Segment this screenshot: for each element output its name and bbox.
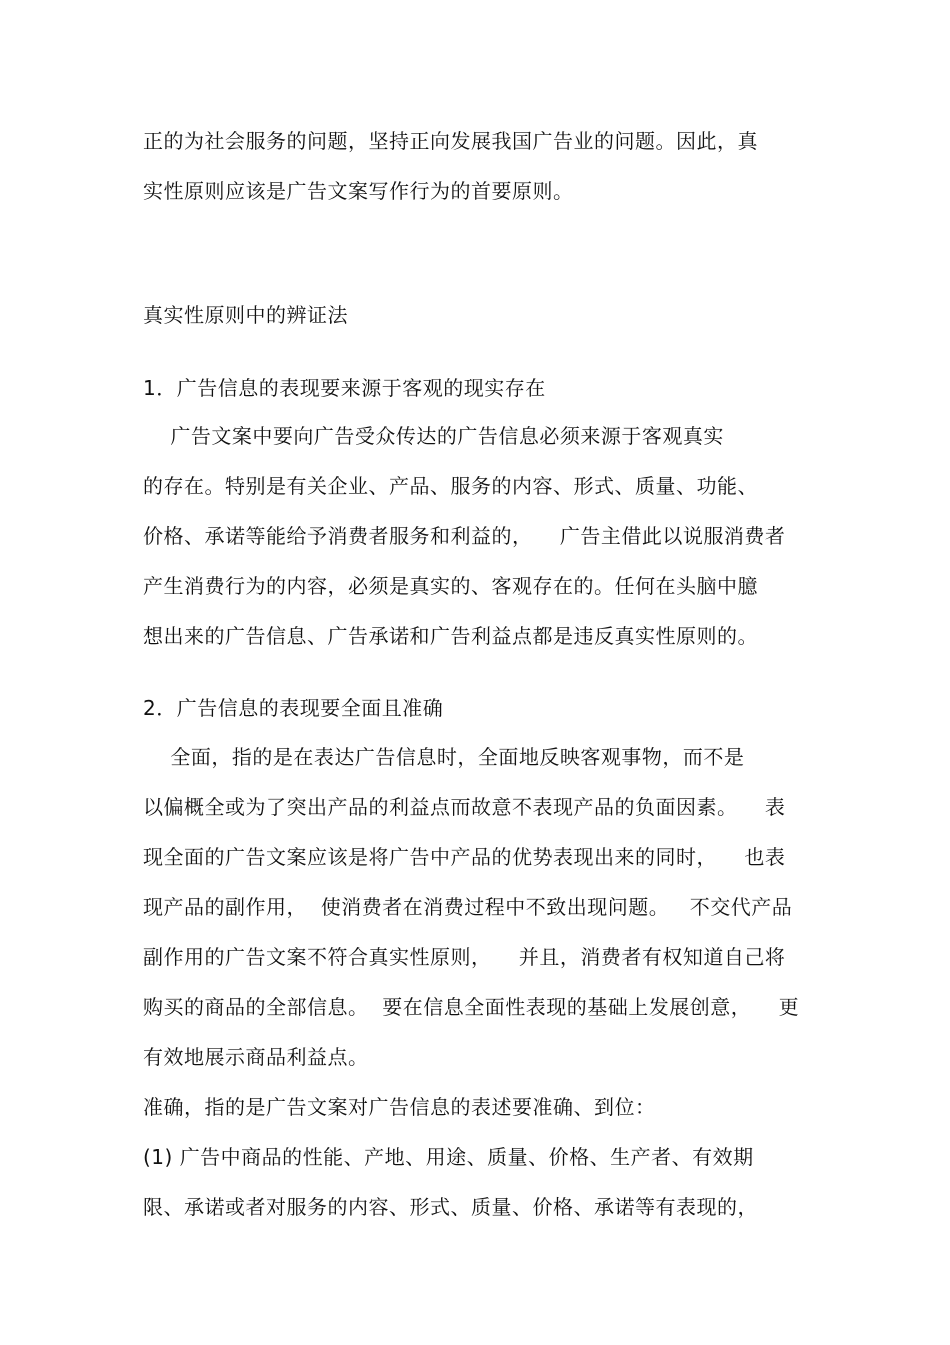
paragraph-line: 广告文案中要向广告受众传达的广告信息必须来源于客观真实 — [143, 424, 724, 448]
paragraph-line: 产生消费行为的内容，必须是真实的、客观存在的。任何在头脑中臆 — [143, 574, 758, 598]
subsection-heading: 2．广告信息的表现要全面且准确 — [143, 696, 444, 720]
paragraph-line: 现产品的副作用， 使消费者在消费过程中不致出现问题。 不交代产品 — [143, 895, 793, 919]
paragraph-line: 的存在。特别是有关企业、产品、服务的内容、形式、质量、功能、 — [143, 474, 758, 498]
paragraph-line: 购买的商品的全部信息。 要在信息全面性表现的基础上发展创意， 更 — [143, 995, 800, 1019]
list-item-line: (1) 广告中商品的性能、产地、用途、质量、价格、生产者、有效期 — [143, 1145, 754, 1169]
paragraph-line: 准确，指的是广告文案对广告信息的表述要准确、到位： — [143, 1095, 656, 1119]
paragraph-line: 实性原则应该是广告文案写作行为的首要原则。 — [143, 179, 574, 203]
paragraph-line: 副作用的广告文案不符合真实性原则， 并且，消费者有权知道自己将 — [143, 945, 786, 969]
subsection-heading: 1．广告信息的表现要来源于客观的现实存在 — [143, 376, 546, 400]
paragraph-line: 正的为社会服务的问题，坚持正向发展我国广告业的问题。因此，真 — [143, 129, 758, 153]
paragraph-line: 以偏概全或为了突出产品的利益点而故意不表现产品的负面因素。 表 — [143, 795, 786, 819]
paragraph-line: 有效地展示商品利益点。 — [143, 1045, 369, 1069]
section-heading: 真实性原则中的辨证法 — [143, 303, 348, 327]
paragraph-line: 想出来的广告信息、广告承诺和广告利益点都是违反真实性原则的。 — [143, 624, 758, 648]
paragraph-line: 现全面的广告文案应该是将广告中产品的优势表现出来的同时， 也表 — [143, 845, 786, 869]
list-item-line: 限、承诺或者对服务的内容、形式、质量、价格、承诺等有表现的， — [143, 1195, 758, 1219]
paragraph-line: 全面，指的是在表达广告信息时，全面地反映客观事物，而不是 — [143, 745, 745, 769]
paragraph-line: 价格、承诺等能给予消费者服务和利益的， 广告主借此以说服消费者 — [143, 524, 786, 548]
